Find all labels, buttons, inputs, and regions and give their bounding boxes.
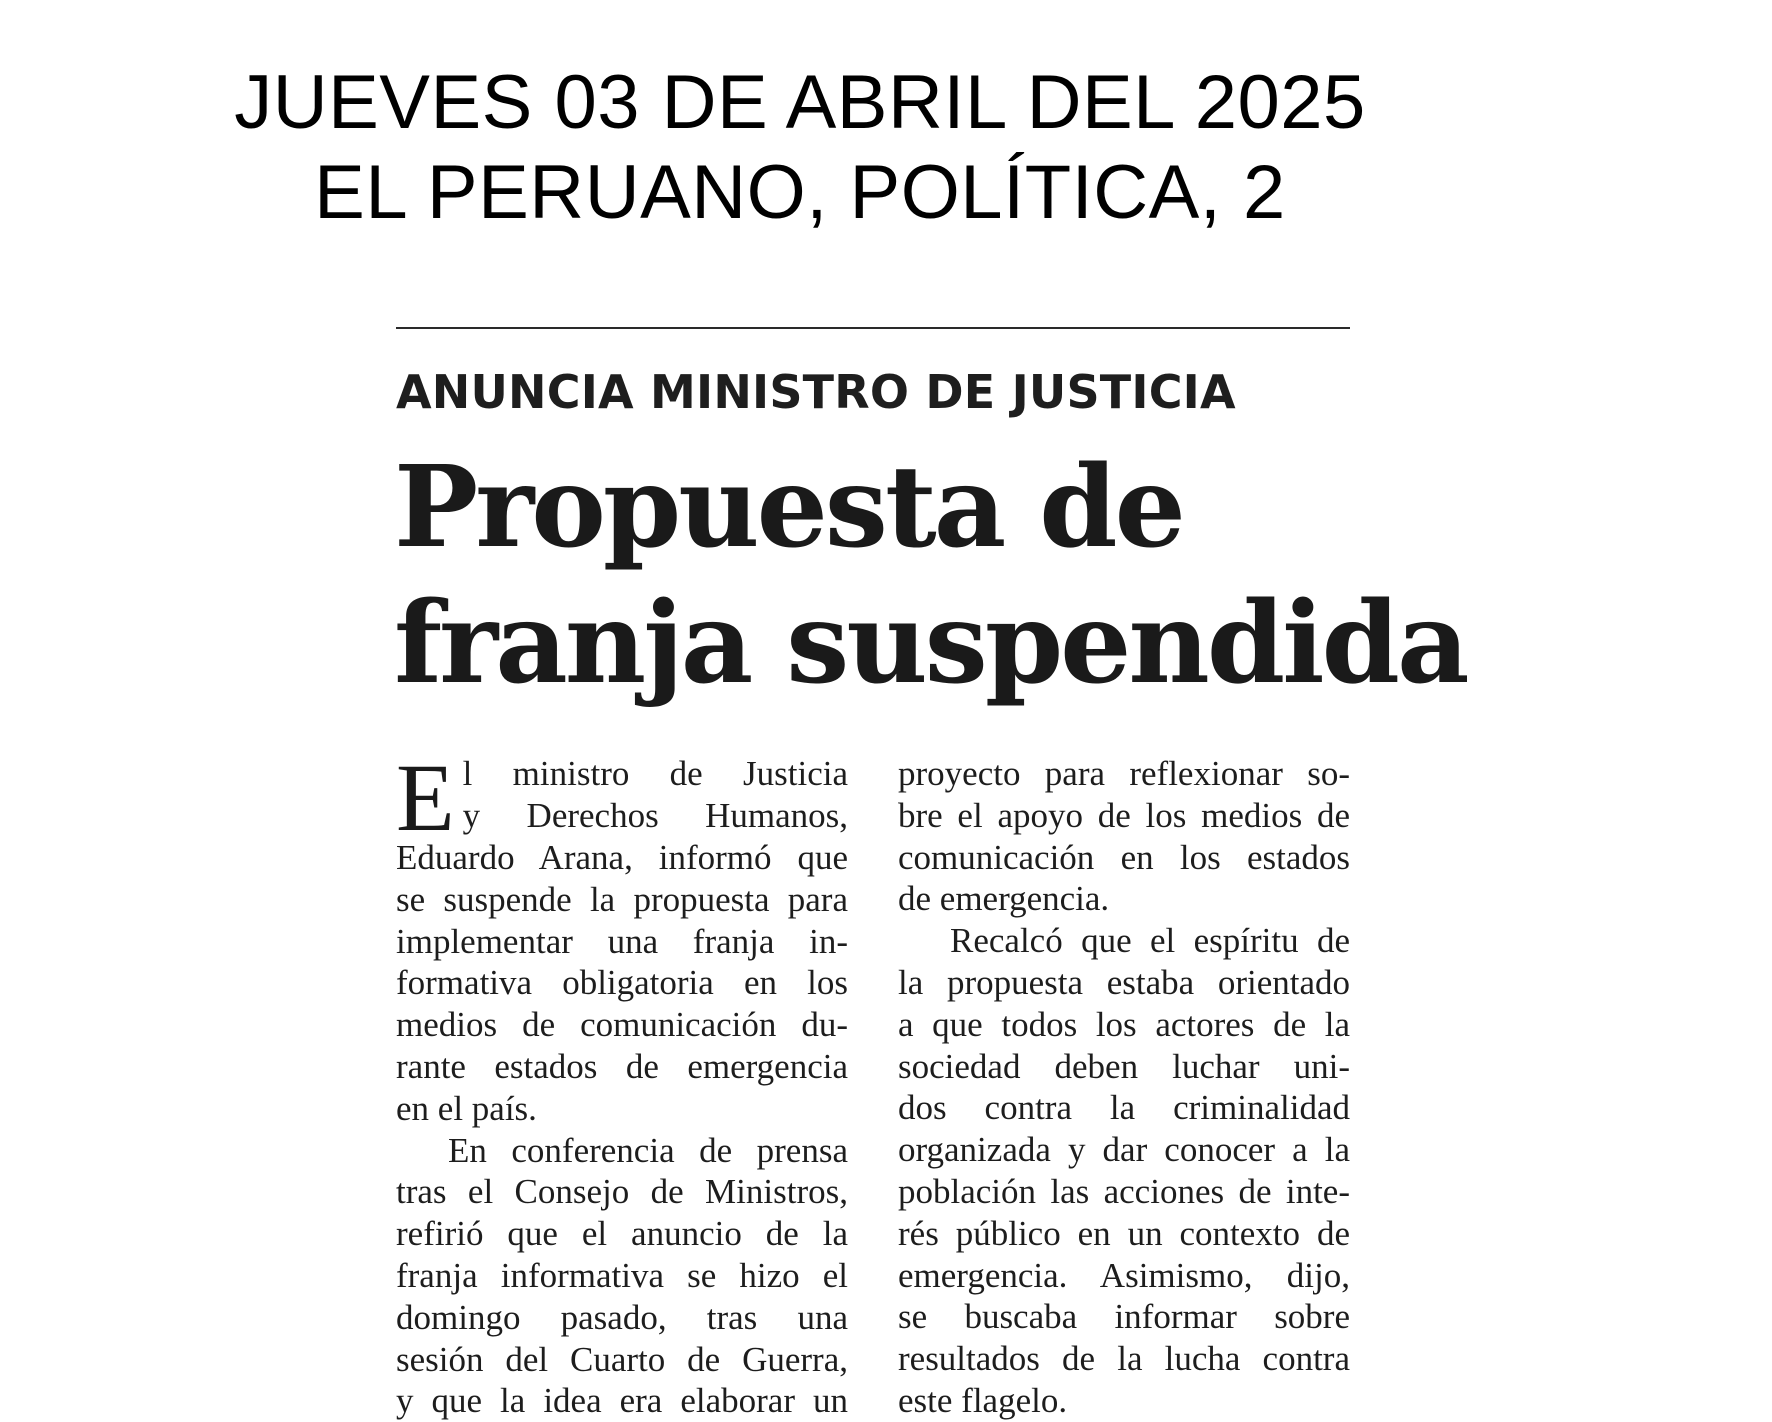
body-line: se buscaba informar sobre xyxy=(898,1297,1350,1337)
body-line: organizada y dar conocer a la xyxy=(898,1130,1350,1170)
drop-cap: E xyxy=(396,753,455,837)
article-column-right xyxy=(898,753,1350,1422)
first-paragraph-opening xyxy=(396,753,848,837)
body-line: Eduardo Arana, informó que xyxy=(396,838,848,877)
clipping-dateline xyxy=(0,58,1600,238)
body-line: proyecto para reflexionar so- xyxy=(898,754,1350,793)
article-kicker: ANUNCIA MINISTRO DE JUSTICIA xyxy=(396,365,1236,419)
body-line: tras el Consejo de Ministros, xyxy=(396,1172,848,1212)
article-headline xyxy=(394,440,1467,712)
body-line: formativa obligatoria en los xyxy=(396,963,848,1003)
body-line: En conferencia de prensa xyxy=(448,1130,848,1170)
dateline-date: JUEVES 03 DE ABRIL DEL 2025 xyxy=(234,60,1366,145)
body-line: sesión del Cuarto de Guerra, xyxy=(396,1339,848,1379)
body-line: y Derechos Humanos, xyxy=(462,795,848,835)
dateline-source: EL PERUANO, POLÍTICA, 2 xyxy=(314,150,1286,235)
body-line: medios de comunicación du- xyxy=(396,1005,848,1045)
body-line: en el país. xyxy=(396,1088,537,1128)
body-line: emergencia. Asimismo, dijo, xyxy=(898,1255,1350,1295)
body-line: implementar una franja in- xyxy=(396,921,848,961)
body-line: se suspende la propuesta para xyxy=(396,879,848,919)
body-line: comunicación en los estados xyxy=(898,837,1350,877)
body-line: y que la idea era elaborar un xyxy=(396,1381,848,1421)
body-line: l ministro de Justicia xyxy=(462,754,848,793)
body-line: sociedad deben luchar uni- xyxy=(898,1046,1350,1086)
body-line: a que todos los actores de la xyxy=(898,1004,1350,1044)
body-line: refirió que el anuncio de la xyxy=(396,1214,848,1254)
body-line: población las acciones de inte- xyxy=(898,1171,1350,1211)
headline-line: Propuesta de xyxy=(394,442,1183,573)
body-line: domingo pasado, tras una xyxy=(396,1297,848,1337)
section-divider xyxy=(396,327,1350,329)
body-line: Recalcó que el espíritu de xyxy=(950,921,1350,961)
article-column-left xyxy=(396,753,848,1422)
body-line: este flagelo. xyxy=(898,1380,1068,1420)
body-line: resultados de la lucha contra xyxy=(898,1339,1350,1379)
body-line: de emergencia. xyxy=(898,879,1110,919)
body-line: bre el apoyo de los medios de xyxy=(898,795,1350,835)
body-line: franja informativa se hizo el xyxy=(396,1255,848,1295)
headline-line: franja suspendida xyxy=(394,578,1467,709)
body-line: rante estados de emergencia xyxy=(396,1046,848,1086)
body-line: dos contra la criminalidad xyxy=(898,1088,1350,1128)
body-line: la propuesta estaba orientado xyxy=(898,962,1350,1002)
body-line: rés público en un contexto de xyxy=(898,1213,1350,1253)
